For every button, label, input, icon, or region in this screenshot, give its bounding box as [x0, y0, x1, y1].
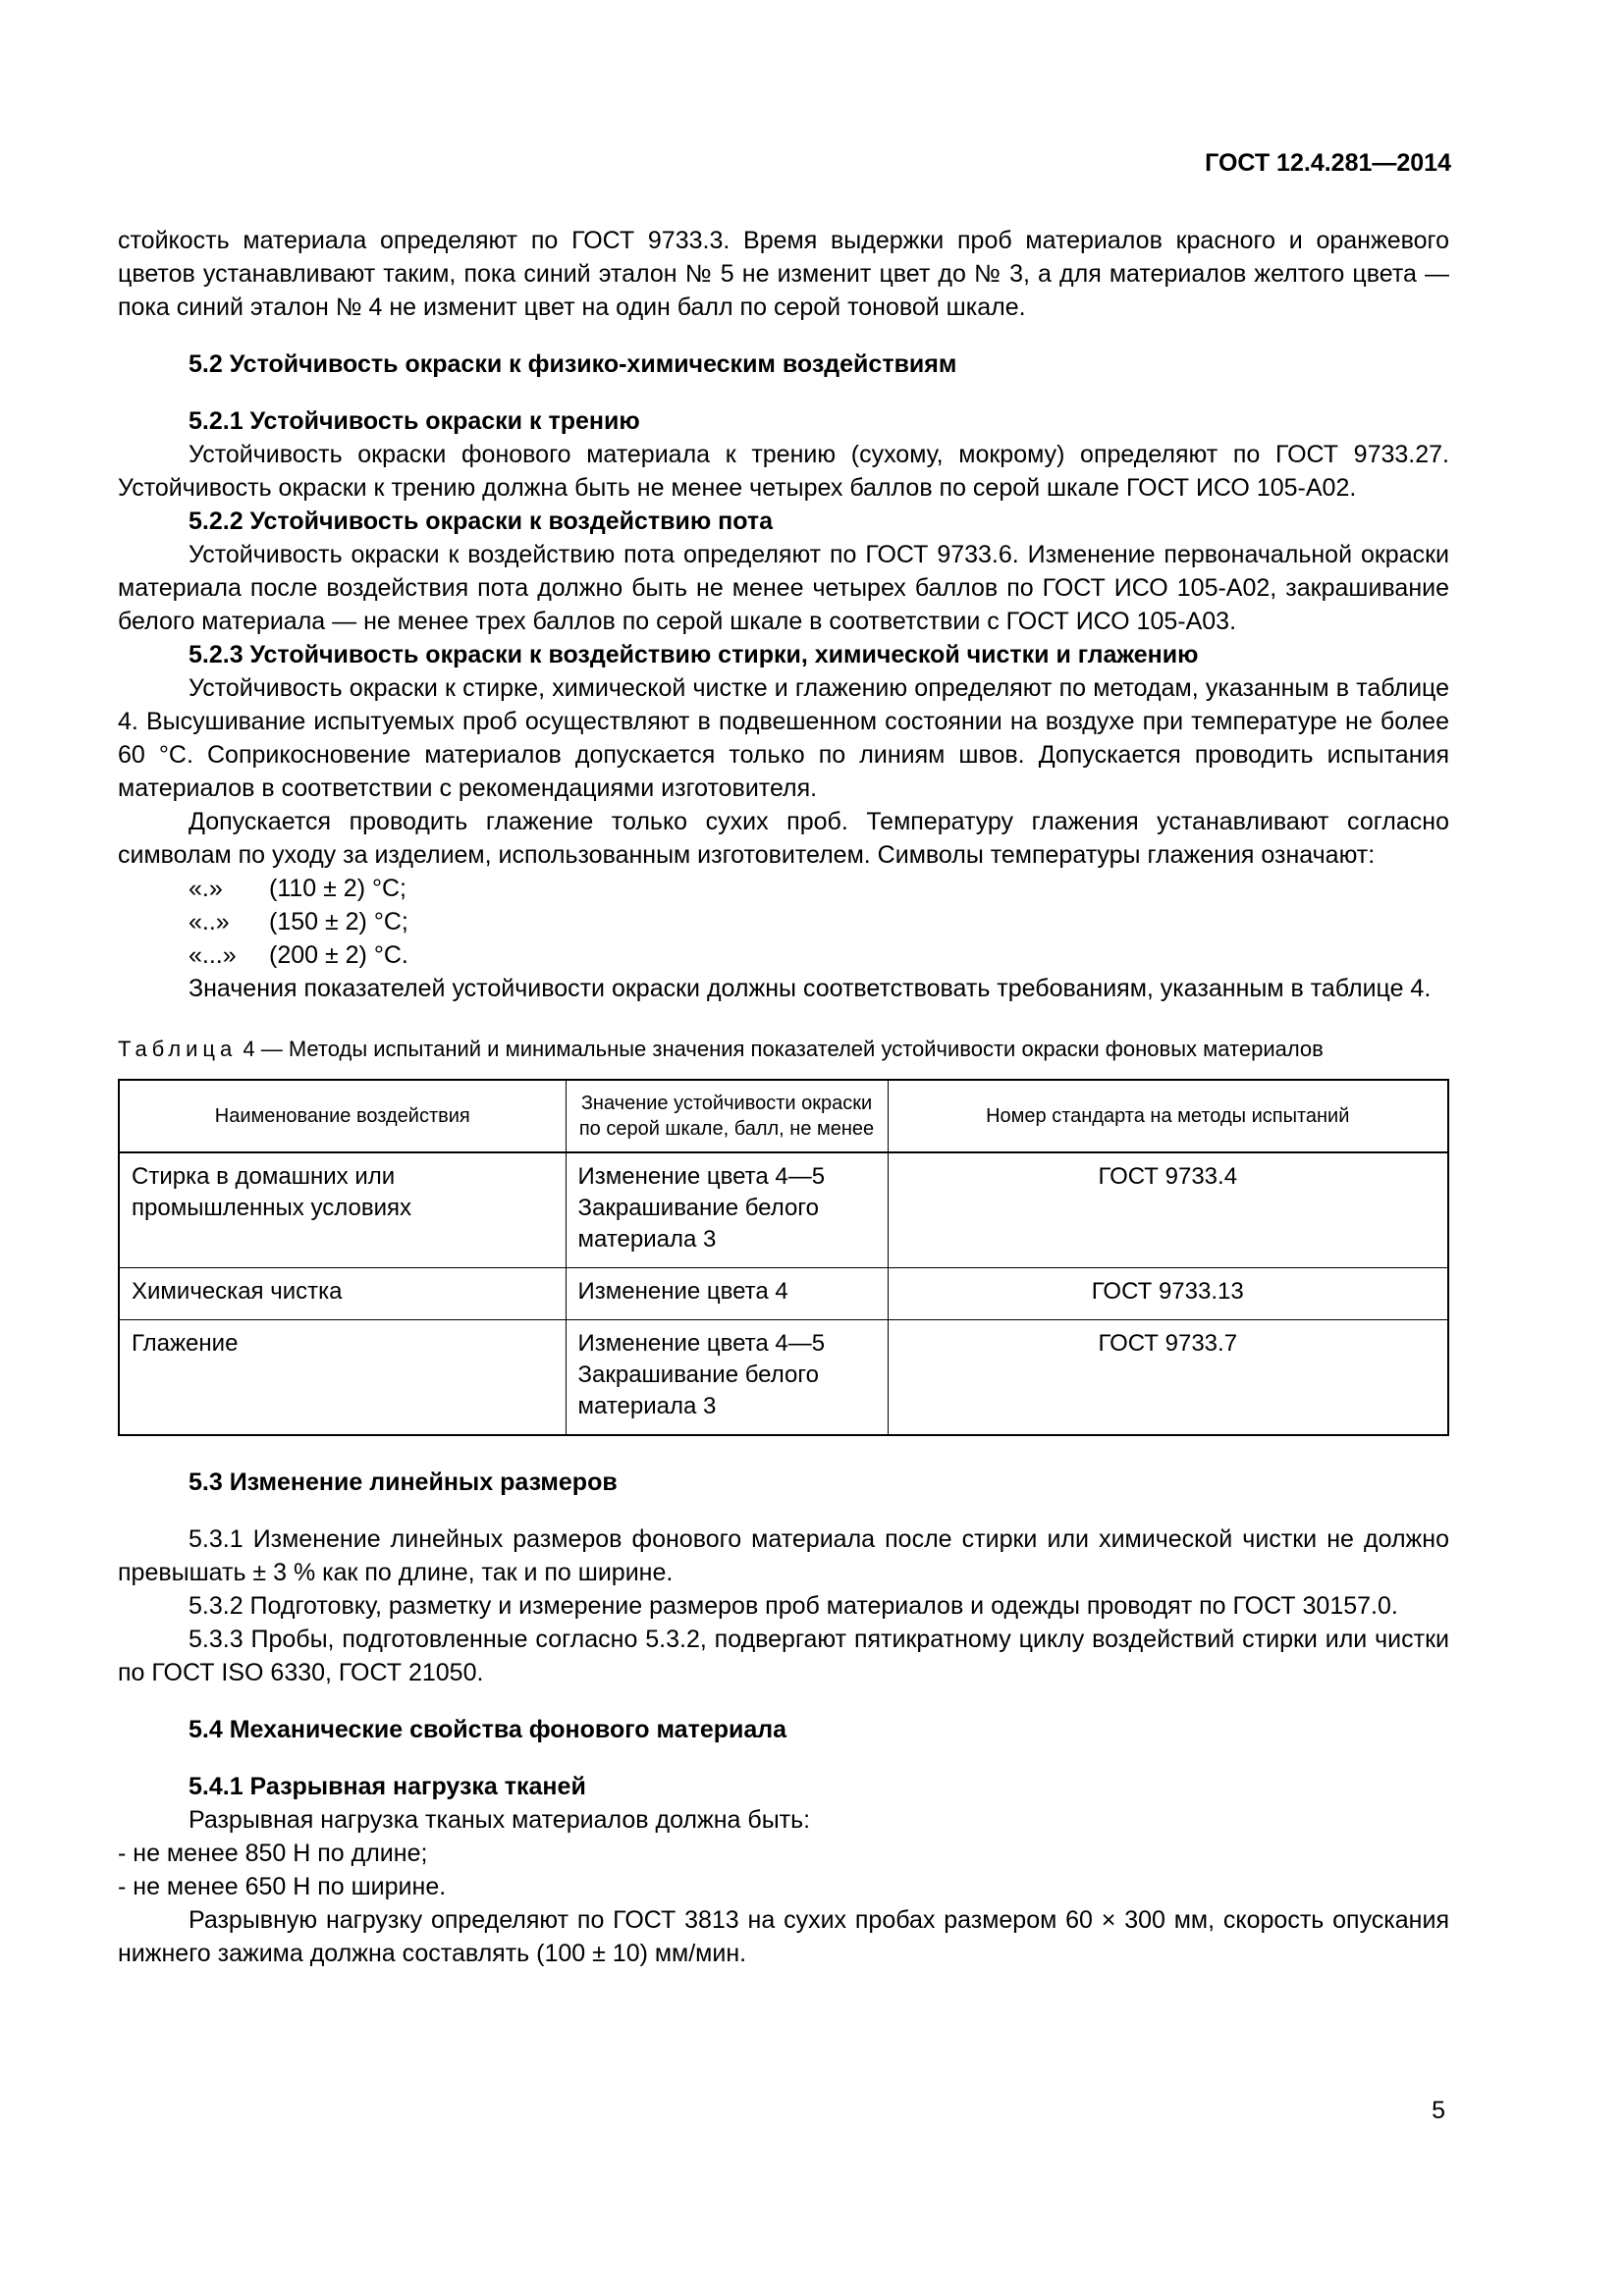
table-header-row	[119, 1080, 1448, 1152]
table-header-cell: Номер стандарта на методы испытаний	[888, 1080, 1448, 1152]
list-item: - не менее 650 Н по ширине.	[118, 1873, 447, 1900]
table-cell: Глажение	[119, 1320, 566, 1436]
section-5-2-2-text: Устойчивость окраски к воздействию пота определяют по ГОСТ 9733.6. Изменение первоначальной окраски материала после воздействия пота должно быть не менее четырех баллов по ГОСТ ИСО 105-А02, закрашивание белого материала — не менее трех баллов по серой шкале в соответствии с ГОСТ ИСО 105-А03.	[118, 541, 1449, 635]
table-caption-text: 4 — Методы испытаний и минимальные значения показателей устойчивости окраски фоновых материалов	[237, 1037, 1324, 1061]
section-5-3-title: 5.3 Изменение линейных размеров	[189, 1468, 618, 1496]
section-5-2-1-title: 5.2.1 Устойчивость окраски к трению	[189, 407, 640, 435]
table-cell: ГОСТ 9733.7	[888, 1320, 1448, 1436]
document-body	[118, 224, 1449, 1970]
section-5-2-3-paragraph-1: Устойчивость окраски к стирке, химической чистке и глажению определяют по методам, указанным в таблице 4. Высушивание испытуемых проб осуществляют в подвешенном состоянии на воздухе при температуре не более 60 °С. Соприкосновение материалов допускается только по линиям швов. Допускается проводить испытания материалов в соответствии с рекомендациями изготовителя.	[118, 674, 1449, 802]
section-5-2-title: 5.2 Устойчивость окраски к физико-химическим воздействиям	[189, 350, 957, 378]
section-5-2-2-title: 5.2.2 Устойчивость окраски к воздействию пота	[189, 507, 774, 535]
section-5-4-1-title: 5.4.1 Разрывная нагрузка тканей	[189, 1773, 586, 1800]
list-item: - не менее 850 Н по длине;	[118, 1840, 428, 1867]
section-5-3-2-text: 5.3.2 Подготовку, разметку и измерение размеров проб материалов и одежды проводят по ГОСТ 30157.0.	[189, 1592, 1398, 1620]
table-row	[119, 1268, 1448, 1320]
table-cell: Изменение цвета 4	[566, 1268, 888, 1320]
section-5-2-3-title: 5.2.3 Устойчивость окраски к воздействию стирки, химической чистки и глажению	[189, 641, 1199, 668]
section-5-3-3-text: 5.3.3 Пробы, подготовленные согласно 5.3.2, подвергают пятикратному циклу воздействий стирки или чистки по ГОСТ ISO 6330, ГОСТ 21050.	[118, 1626, 1449, 1686]
table-cell: ГОСТ 9733.13	[888, 1268, 1448, 1320]
section-5-4-title: 5.4 Механические свойства фонового материала	[189, 1716, 787, 1743]
section-5-2-3-paragraph-2: Допускается проводить глажение только сухих проб. Температуру глажения устанавливают согласно символам по уходу за изделием, использованным изготовителем. Символы температуры глажения означают:	[118, 808, 1449, 869]
table-row	[119, 1320, 1448, 1436]
document-code-header: ГОСТ 12.4.281—2014	[1205, 149, 1451, 177]
table-cell: Изменение цвета 4—5 Закрашивание белого материала 3	[566, 1320, 888, 1436]
table-cell: Изменение цвета 4—5 Закрашивание белого материала 3	[566, 1152, 888, 1268]
list-intro: Разрывная нагрузка тканых материалов должна быть:	[189, 1806, 811, 1834]
section-5-2-1-text: Устойчивость окраски фонового материала к трению (сухому, мокрому) определяют по ГОСТ 9733.27. Устойчивость окраски к трению должна быть не менее четырех баллов по серой шкале ГОСТ ИСО 105-А02.	[118, 441, 1449, 502]
table-cell: Стирка в домашних или промышленных условиях	[119, 1152, 566, 1268]
table-4	[118, 1079, 1449, 1436]
ironing-symbol-3: «...» (200 ± 2) °С.	[189, 941, 408, 969]
table-row	[119, 1152, 1448, 1268]
table-cell: Химическая чистка	[119, 1268, 566, 1320]
ironing-symbol-2: «..» (150 ± 2) °С;	[189, 908, 408, 935]
table-label: Таблица	[118, 1037, 238, 1061]
table-header-cell: Значение устойчивости окраски по серой шкале, балл, не менее	[566, 1080, 888, 1152]
table-cell: ГОСТ 9733.4	[888, 1152, 1448, 1268]
section-5-2-3-paragraph-3: Значения показателей устойчивости окраски должны соответствовать требованиям, указанным в таблице 4.	[189, 975, 1432, 1002]
section-5-4-1-text: Разрывную нагрузку определяют по ГОСТ 3813 на сухих пробах размером 60 × 300 мм, скорость опускания нижнего зажима должна составлять (100 ± 10) мм/мин.	[118, 1906, 1449, 1967]
table-4-caption	[118, 1035, 1449, 1063]
table-header-cell: Наименование воздействия	[119, 1080, 566, 1152]
intro-paragraph: стойкость материала определяют по ГОСТ 9733.3. Время выдержки проб материалов красного и оранжевого цветов устанавливают таким, пока синий эталон № 5 не изменит цвет до № 3, а для материалов желтого цвета — пока синий эталон № 4 не изменит цвет на один балл по серой тоновой шкале.	[118, 227, 1449, 321]
ironing-symbol-1: «.» (110 ± 2) °С;	[189, 875, 406, 902]
section-5-3-1-text: 5.3.1 Изменение линейных размеров фонового материала после стирки или химической чистки не должно превышать ± 3 % как по длине, так и по ширине.	[118, 1525, 1449, 1586]
page-number: 5	[1432, 2097, 1445, 2124]
